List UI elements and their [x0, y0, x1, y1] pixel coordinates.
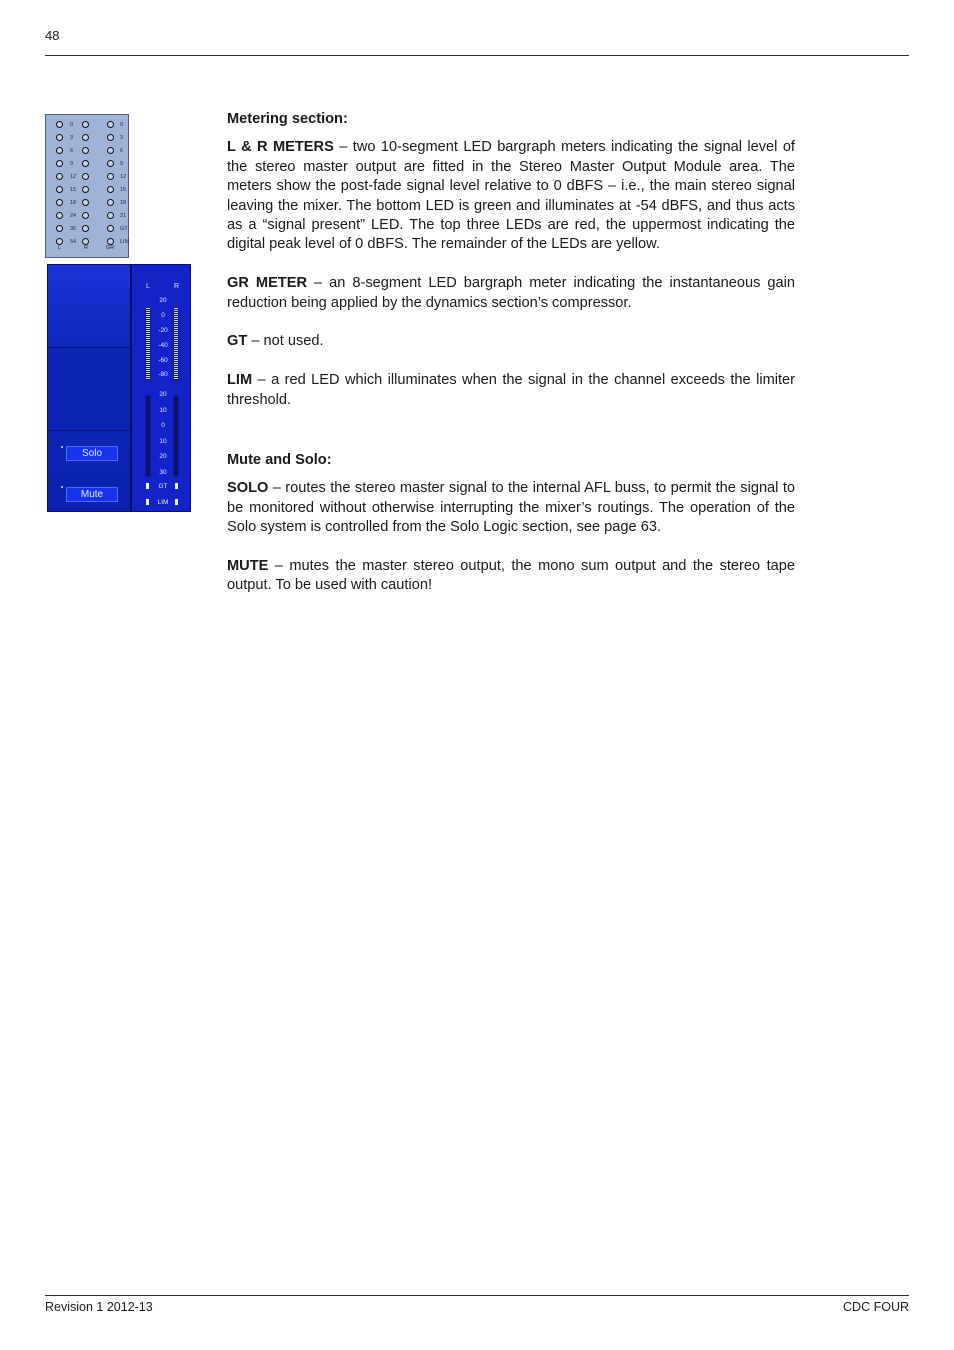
led-row [46, 210, 130, 222]
led-gr-label: 9 [120, 161, 124, 167]
led-foot-gr: GR [106, 245, 115, 251]
gr-meter-r-bar [173, 395, 179, 477]
gr-meter-text: – an 8-segment LED bargraph meter indicating the instantaneous gain reduction being applied by the dynamics section’s compressor. [227, 275, 796, 311]
led-gr-label: LIM [120, 239, 130, 245]
led-row [46, 158, 130, 170]
footer-rule [45, 1295, 909, 1296]
strip-left-area [48, 265, 130, 511]
led-row [46, 119, 130, 131]
led-row [46, 171, 130, 183]
led-foot-l: L [58, 245, 62, 251]
led-gr-label: 0 [120, 122, 124, 128]
header-rule [45, 55, 909, 56]
led-r [82, 225, 89, 232]
led-scale-label: 15 [70, 187, 77, 193]
led-scale-label: 24 [70, 213, 77, 219]
led-gr [107, 225, 114, 232]
led-l [56, 147, 63, 154]
body-text [227, 110, 795, 596]
footer-revision: Revision 1 2012-13 [45, 1300, 153, 1314]
led-scale-label: 9 [70, 161, 74, 167]
lr-meters-term: L & R METERS [227, 139, 334, 156]
solo-indicator-dot [61, 446, 63, 448]
led-gr [107, 147, 114, 154]
mute-solo-heading: Mute and Solo: [227, 452, 332, 469]
footer-product: CDC FOUR [843, 1300, 909, 1314]
gr-scale-label: 0 [161, 422, 165, 429]
page-number: 48 [45, 28, 60, 43]
mute-indicator-dot [61, 486, 63, 488]
solo-term: SOLO [227, 480, 269, 497]
gr-meter-paragraph [227, 274, 795, 313]
led-gr-label: 6 [120, 148, 124, 154]
meter-scale-label: -40 [158, 342, 168, 349]
led-r [82, 121, 89, 128]
lim-text: – a red LED which illuminates when the signal in the channel exceeds the limiter threshold. [227, 372, 795, 408]
gt-text: – not used. [247, 333, 324, 350]
solo-text: – routes the stereo master signal to the internal AFL buss, to permit the signal to be monitored without otherwise interrupting the mixer’s routings. The operation of the Solo system is controlled from the Solo Logic section, see page 63. [227, 480, 795, 536]
lr-meters-paragraph [227, 138, 795, 254]
led-gr [107, 134, 114, 141]
lim-term: LIM [227, 372, 253, 389]
lim-paragraph [227, 371, 795, 410]
led-scale-label: 18 [70, 200, 77, 206]
lr-meters-text: – two 10-segment LED bargraph meters indicating the signal level of the stereo master output are fitted in the Stereo Master Output Module area. The meters show the post-fade signal level relative to 0 dBFS – i.e., the main stereo signal leaving the mixer. The bottom LED is green and illuminates at -54 dBFS, and thus acts as a “signal present” LED. The top three LEDs are red, the uppermost indicating the digital peak level of 0 dBFS. The remainder of the LEDs are yellow. [227, 139, 795, 253]
led-r [82, 173, 89, 180]
meter-scale-label: 0 [161, 312, 165, 319]
solo-button[interactable]: Solo [66, 446, 118, 461]
led-r [82, 160, 89, 167]
led-gr [107, 238, 114, 245]
mute-text: – mutes the master stereo output, the mono sum output and the stereo tape output. To be used with caution! [227, 558, 795, 594]
led-meter-panel [45, 114, 129, 258]
led-gr-label: 15 [120, 187, 127, 193]
led-r [82, 186, 89, 193]
led-l [56, 173, 63, 180]
solo-paragraph [227, 479, 795, 537]
lim-label: LIM [157, 499, 169, 506]
led-scale-label: 3 [70, 135, 74, 141]
strip-block [48, 265, 130, 348]
led-row [46, 197, 130, 209]
meter-r-bar [173, 307, 179, 381]
gr-meter-l-bar [145, 395, 151, 477]
led-l [56, 121, 63, 128]
led-foot-r: R [84, 245, 88, 251]
mute-paragraph [227, 557, 795, 596]
meter-scale-label: -80 [158, 371, 168, 378]
led-l [56, 199, 63, 206]
led-gr [107, 173, 114, 180]
led-l [56, 238, 63, 245]
led-scale-label: 0 [70, 122, 74, 128]
led-row [46, 132, 130, 144]
lim-led-r [175, 499, 178, 505]
led-gr [107, 186, 114, 193]
gr-scale-label: 20 [159, 391, 167, 398]
gt-term: GT [227, 333, 248, 350]
meter-scale-label: -60 [158, 357, 168, 364]
led-gr [107, 160, 114, 167]
led-gr [107, 199, 114, 206]
led-gr-label: 12 [120, 174, 127, 180]
led-l [56, 160, 63, 167]
channel-strip-panel [47, 264, 191, 512]
led-scale-label: 54 [70, 239, 77, 245]
led-gr [107, 212, 114, 219]
meter-scale-label: 20 [159, 297, 167, 304]
gr-scale-label: 10 [159, 407, 167, 414]
led-r [82, 212, 89, 219]
gt-led-l [146, 483, 149, 489]
meter-scale-label: -20 [158, 327, 168, 334]
led-gr-label: GT [120, 226, 128, 232]
meter-r-label: R [174, 283, 180, 290]
led-l [56, 186, 63, 193]
lim-led-l [146, 499, 149, 505]
led-l [56, 225, 63, 232]
led-l [56, 134, 63, 141]
led-r [82, 238, 89, 245]
led-r [82, 199, 89, 206]
led-scale-label: 12 [70, 174, 77, 180]
led-gr-label: 3 [120, 135, 124, 141]
metering-heading: Metering section: [227, 111, 348, 127]
gt-paragraph [227, 332, 795, 351]
led-r [82, 147, 89, 154]
mute-button[interactable]: Mute [66, 487, 118, 502]
meter-l-bar [145, 307, 151, 381]
gr-meter-term: GR METER [227, 275, 307, 292]
led-scale-label: 6 [70, 148, 74, 154]
gr-scale-label: 20 [159, 453, 167, 460]
led-row [46, 184, 130, 196]
led-scale-label: 36 [70, 226, 77, 232]
gt-label: GT [158, 483, 168, 490]
led-row [46, 145, 130, 157]
led-r [82, 134, 89, 141]
led-l [56, 212, 63, 219]
gt-led-r [175, 483, 178, 489]
led-gr [107, 121, 114, 128]
led-gr-label: 21 [120, 213, 127, 219]
gr-scale-label: 10 [159, 438, 167, 445]
led-row [46, 223, 130, 235]
strip-block [48, 348, 130, 431]
mute-term: MUTE [227, 558, 269, 575]
gr-scale-label: 30 [159, 469, 167, 476]
meter-l-label: L [146, 283, 150, 290]
led-gr-label: 18 [120, 200, 127, 206]
